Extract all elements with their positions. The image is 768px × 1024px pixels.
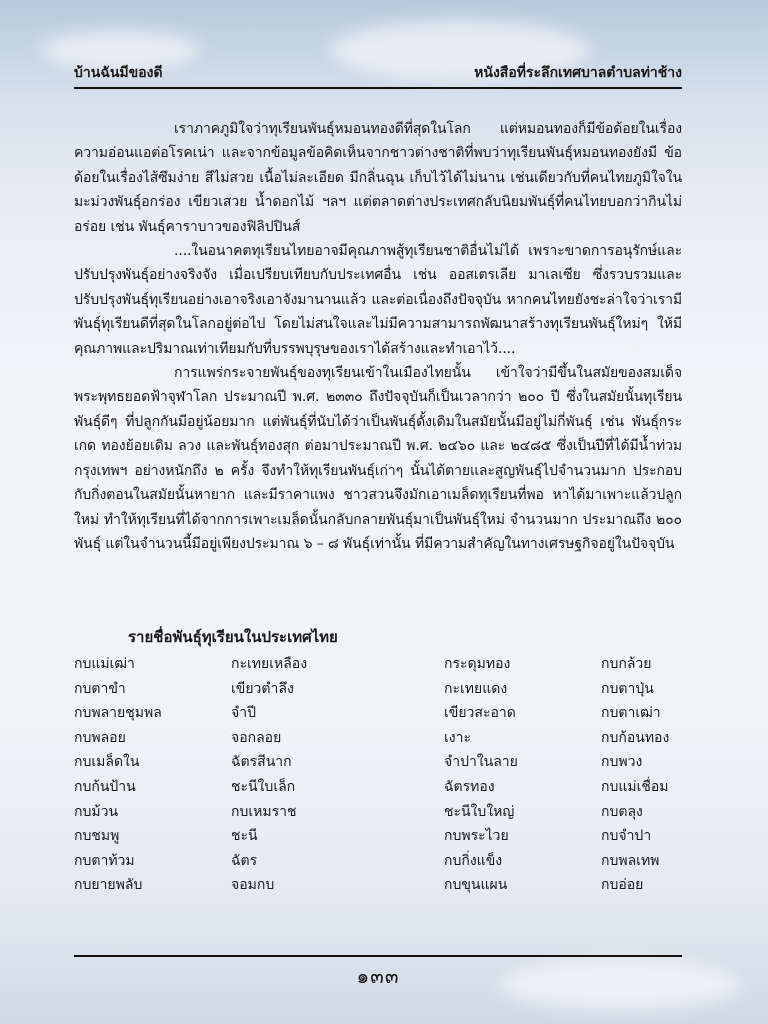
list-item: ฉัตรสีนาก [231, 754, 292, 771]
list-item: จอกลอย [231, 729, 282, 746]
list-item: กะเทยแดง [444, 680, 508, 697]
list-item: กบม้วน [74, 803, 119, 820]
list-item: กบพลเทพ [601, 852, 660, 869]
list-item: กบแม่เชื่อม [601, 778, 669, 795]
list-item: กบขุนแผน [444, 877, 508, 894]
list-item: กระดุมทอง [444, 656, 511, 672]
list-column-4 [601, 652, 669, 898]
list-title: รายชื่อพันธุ์ทุเรียนในประเทศไทย [128, 628, 338, 646]
header-rule [74, 87, 682, 89]
document-page [74, 0, 682, 1024]
list-item: กบกล้วย [601, 656, 652, 672]
header-left-title: บ้านฉันมีของดี [74, 65, 163, 81]
header-right-title: หนังสือที่ระลึกเทศบาลตำบลท่าช้าง [474, 65, 682, 81]
list-item: กบก้นป้าน [74, 778, 136, 795]
list-item: กบตาท้วม [74, 852, 135, 869]
list-item: ชะนี [231, 828, 258, 845]
list-item: กบกิ่งแข็ง [444, 852, 503, 869]
footer-rule [74, 955, 682, 957]
list-item: กะเทยเหลือง [231, 656, 308, 672]
list-item: ฉัตร [231, 852, 258, 869]
list-item: กบพระไวย [444, 828, 509, 845]
list-column-2 [231, 652, 307, 898]
list-item: จำปี [231, 705, 256, 722]
list-item: ชะนีใบใหญ่ [444, 803, 515, 820]
list-item: จำปาในลาย [444, 754, 518, 771]
list-item: กบตาขำ [74, 680, 126, 697]
list-item: กบยายพลับ [74, 877, 143, 894]
paragraph-2: ....ในอนาคตทุเรียนไทยอาจมีคุณภาพสู้ทุเรียนชาติอื่นไม่ได้ เพราะขาดการอนุรักษ์และปรับปรุงพันธุ์อย่างจริงจัง เมื่อเปรียบเทียบกับประเทศอื่น เช่น ออสเตรเลีย มาเลเซีย ซึ่งรวบรวมและปรับปรุงพันธุ์ทุเรียนอย่างเอาจริงเอาจังมานานแล้ว และต่อเนื่องถึงปัจจุบัน หากคนไทยยังชะล่าใจว่าเรามีพันธุ์ทุเรียนดีที่สุดในโลกอยู่ต่อไป โดยไม่สนใจและไม่มีความสามารถพัฒนาสร้างทุเรียนพันธุ์ใหม่ๆ ให้มีคุณภาพและปริมาณเท่าเทียมกับที่บรรพบุรุษของเราได้สร้างและทำเอาไว้.... [74, 243, 682, 357]
list-item: จอมกบ [231, 877, 275, 894]
list-item: กบเหมราช [231, 803, 297, 820]
list-column-3 [444, 652, 518, 898]
list-item: กบตาปุ่น [601, 680, 654, 697]
list-item: เขียวสะอาด [444, 705, 516, 722]
paragraph-3: การแพร่กระจายพันธุ์ของทุเรียนเข้าในเมืองไทยนั้น เข้าใจว่ามีขึ้นในสมัยของสมเด็จพระพุทธยอดฟ้าจุฬาโลก ประมาณปี พ.ศ. ๒๓๓๐ ถึงปัจจุบันก็เป็นเวลากว่า ๒๐๐ ปี ซึ่งในสมัยนั้นทุเรียนพันธุ์ดีๆ ที่ปลูกกันมีอยู่น้อยมาก แต่พันธุ์ที่นับได้ว่าเป็นพันธุ์ดั้งเดิมในสมัยนั้นมีอยู่ไม่กี่พันธุ์ เช่น พันธุ์กระเกด ทองย้อยเดิม ลวง และพันธุ์ทองสุก ต่อมาประมาณปี พ.ศ. ๒๔๖๐ และ ๒๔๘๕ ซึ่งเป็นปีที่ได้มีน้ำท่วมกรุงเทพฯ อย่างหนักถึง ๒ ครั้ง จึงทำให้ทุเรียนพันธุ์เก่าๆ นั้นได้ตายและสูญพันธุ์ไปจำนวนมาก ประกอบกับกิ่งตอนในสมัยนั้นหายาก และมีราคาแพง ชาวสวนจึงมักเอาเมล็ดทุเรียนที่พอ หาได้มาเพาะแล้วปลูกใหม่ ทำให้ทุเรียนที่ได้จากการเพาะเมล็ดนั้นกลับกลายพันธุ์มาเป็นพันธุ์ใหม่ จำนวนมาก ประมาณถึง ๒๐๐ พันธุ์ แต่ในจำนวนนี้มีอยู่เพียงประมาณ ๖ – ๘ พันธุ์เท่านั้น ที่มีความสำคัญในทางเศรษฐกิจอยู่ในปัจจุบัน [74, 365, 682, 552]
list-item: กบเมล็ดใน [74, 754, 140, 771]
list-item: กบแม่เฒ่า [74, 656, 135, 672]
list-item: กบตาเฒ่า [601, 705, 661, 722]
list-item: กบพลายชุมพล [74, 705, 162, 722]
list-item: กบชมพู [74, 828, 120, 845]
body-text [74, 117, 682, 556]
list-item: กบจำปา [601, 828, 652, 845]
list-item: กบพวง [601, 754, 643, 771]
list-item: กบก้อนทอง [601, 729, 670, 746]
list-item: เงาะ [444, 729, 472, 746]
list-item: ชะนีใบเล็ก [231, 778, 296, 795]
list-column-1 [74, 652, 162, 898]
durian-variety-list [74, 652, 682, 892]
page-number: ๑๓๓ [356, 964, 400, 988]
paragraph-1: เราภาคภูมิใจว่าทุเรียนพันธุ์หมอนทองดีที่สุดในโลก แต่หมอนทองก็มีข้อด้อยในเรื่องความอ่อนแอต่อโรคเน่า และจากข้อมูลข้อคิดเห็นจากชาวต่างชาติที่พบว่าทุเรียนพันธุ์หมอนทองยังมี ข้อด้อยในเรื่องไส้ซึมง่าย สีไม่สวย เนื้อไม่ละเอียด มีกลิ่นฉุน เก็บไว้ได้ไม่นาน เช่นเดียวกับที่คนไทยภูมิใจในมะม่วงพันธุ์อกร่อง เขียวเสวย น้ำดอกไม้ ฯลฯ แต่ตลาดต่างประเทศกลับนิยมพันธุ์ที่คนไทยบอกว่ากินไม่อร่อย เช่น พันธุ์คาราบาวของฟิลิปปินส์ [74, 121, 682, 235]
list-item: ฉัตรทอง [444, 778, 495, 795]
list-item: กบตลุง [601, 803, 643, 820]
list-item: กบอ่อย [601, 877, 644, 894]
list-item: เขียวตำลึง [231, 680, 294, 697]
list-item: กบพลอย [74, 729, 126, 746]
page-header [74, 64, 682, 82]
